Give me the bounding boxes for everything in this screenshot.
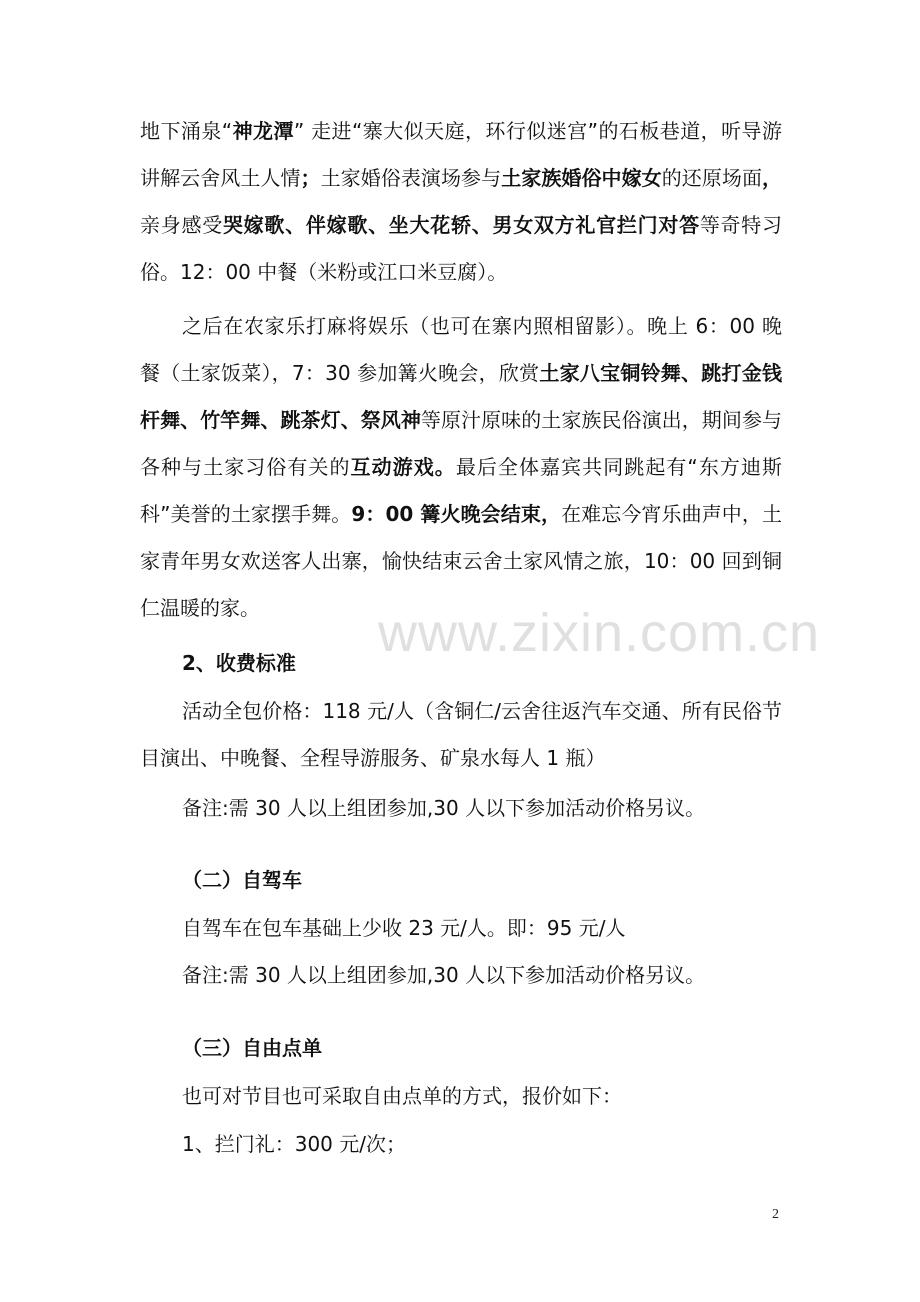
free-order-item-1: 1、拦门礼：300 元/次；: [182, 1132, 406, 1156]
bold-run: ；: [300, 166, 321, 190]
bold-run: 土家八宝铜铃舞、跳打金钱杆舞、竹竿舞、跳茶灯、祭风神: [140, 361, 783, 432]
heading-free-order: （三）自由点单: [182, 1036, 322, 1060]
bold-run: ，: [762, 166, 783, 190]
text-run: 土家婚俗表演场参与: [320, 166, 502, 190]
free-order-intro: 也可对节目也可采取自由点单的方式，报价如下：: [182, 1084, 622, 1108]
bold-run: 9：00 篝火晚会结束，: [351, 502, 562, 526]
page-number: 2: [772, 1207, 779, 1222]
text-run: ” 走进“寨大似天庭，环行似迷宫”的石板巷道，听导游讲解云舍风土人情: [140, 119, 782, 190]
paragraph-itinerary-day: [140, 108, 782, 296]
watermark: www.zixin.com.cn: [378, 603, 821, 663]
bold-run: 神龙潭: [232, 119, 294, 143]
paragraph-itinerary-evening: [140, 303, 782, 632]
heading-self-drive: （二）自驾车: [182, 868, 302, 892]
heading-fees: 2、收费标准: [182, 651, 296, 675]
text-run: 亲身感受: [140, 213, 223, 237]
bold-run: 土家族婚俗中嫁女: [501, 166, 662, 190]
text-run: 之后在农家乐打麻将娱乐（也可在寨内照相留影）。晚上 6：00 晚餐（土家饭菜），7：30 参加篝火晚会，欣赏: [140, 314, 782, 385]
text-run: 最后全体嘉宾共同跳起有“东方迪斯科”美誉的土家摆手舞。: [140, 455, 783, 526]
self-drive-text: 自驾车在包车基础上少收 23 元/人。即：95 元/人: [182, 916, 626, 940]
text-run: 地下涌泉“: [140, 119, 233, 143]
bold-run: 哭嫁歌、伴嫁歌、坐大花轿、男女双方礼官拦门对答: [222, 213, 700, 237]
text-run: 等奇特习俗。12：00 中餐（米粉或江口米豆腐）。: [140, 213, 783, 284]
paragraph-fees-price: 活动全包价格：118 元/人（含铜仁/云舍往返汽车交通、所有民俗节目演出、中晚餐、全程导游服务、矿泉水每人 1 瓶）: [140, 699, 782, 770]
self-drive-note: 备注:需 30 人以上组团参加,30 人以下参加活动价格另议。: [182, 963, 706, 987]
bold-run: 互动游戏。: [350, 455, 456, 479]
text-run: 在难忘今宵乐曲声中，土家青年男女欢送客人出寨，愉快结束云舍土家风情之旅，10：00 回到铜仁温暖的家。: [140, 502, 782, 620]
text-run: 的还原场面: [661, 166, 763, 190]
fees-note: 备注:需 30 人以上组团参加,30 人以下参加活动价格另议。: [182, 796, 706, 820]
text-run: 等原汁原味的土家族民俗演出，期间参与各种与土家习俗有关的: [140, 408, 783, 479]
